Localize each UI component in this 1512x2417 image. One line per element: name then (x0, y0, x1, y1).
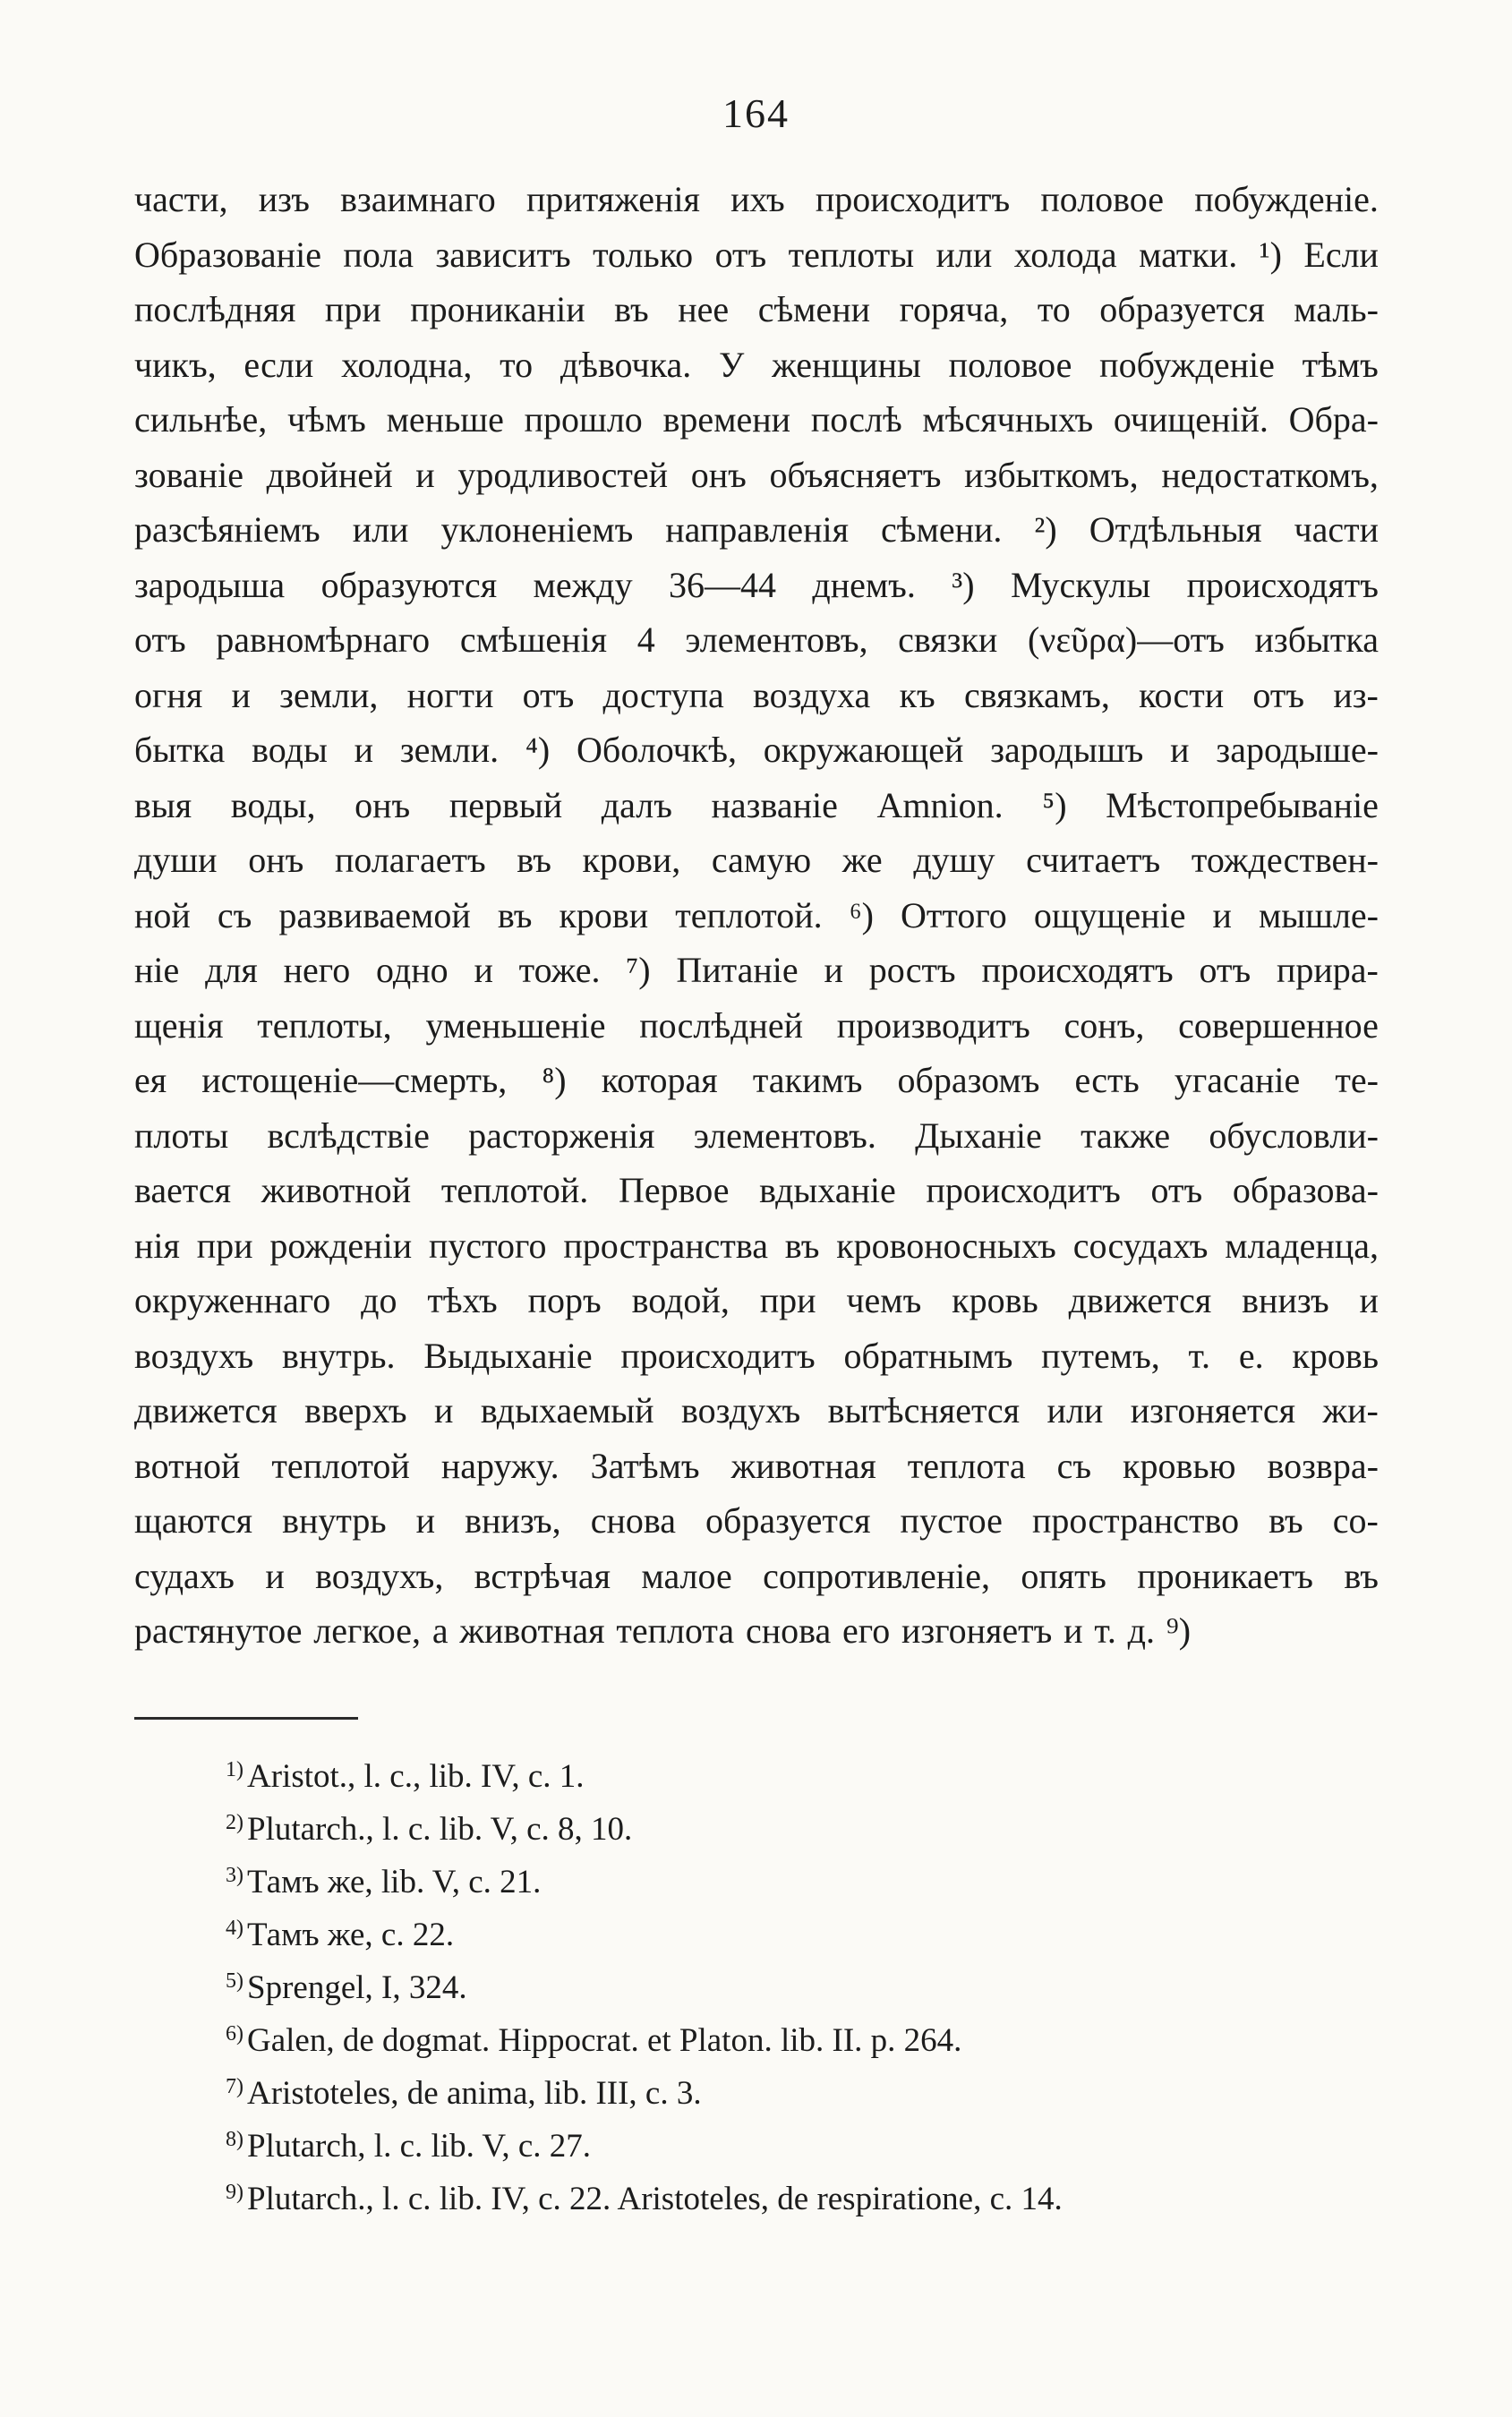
text-line: ея истощеніе—смерть, ⁸) которая такимъ образомъ есть угасаніе те- (134, 1060, 1379, 1100)
text-line: растянутое легкое, а животная теплота снова его изгоняетъ и т. д. ⁹) (134, 1610, 1192, 1651)
text-line: ніе для него одно и тоже. ⁷) Питаніе и ростъ происходятъ отъ прира- (134, 950, 1379, 990)
text-line: сильнѣе, чѣмъ меньше прошло времени послѣ мѣсячныхъ очищеній. Обра- (134, 399, 1379, 440)
text-line: окруженнаго до тѣхъ поръ водой, при чемъ кровь движется внизъ и (134, 1280, 1379, 1320)
text-line: разсѣяніемъ или уклоненіемъ направленія сѣмени. ²) Отдѣльныя части (134, 509, 1379, 550)
text-line: щаются внутрь и внизъ, снова образуется пустое пространство въ со- (134, 1500, 1379, 1541)
footnotes (226, 1744, 1389, 2219)
footnote-number: 2) (226, 1811, 243, 1834)
footnote-number: 8) (226, 2128, 243, 2151)
footnote-text: Тамъ же, c. 22. (247, 1917, 455, 1953)
text-line: зародыша образуются между 36—44 днемъ. ³) Мускулы происходятъ (134, 564, 1379, 605)
footnote-text: Plutarch., l. c. lib. IV, c. 22. Aristoteles, de respiratione, c. 14. (247, 2181, 1063, 2217)
text-line: зованіе двойней и уродливостей онъ объясняетъ избыткомъ, недостаткомъ, (134, 454, 1379, 495)
text-line: ной съ развиваемой въ крови теплотой. ⁶) Оттого ощущеніе и мышле- (134, 894, 1379, 935)
text-line: воздухъ внутрь. Выдыханіе происходитъ обратнымъ путемъ, т. е. кровь (134, 1335, 1379, 1376)
text-line: нія при рожденіи пустого пространства въ кровоносныхъ сосудахъ младенца, (134, 1225, 1379, 1266)
text-line: Образованіе пола зависитъ только отъ теплоты или холода матки. ¹) Если (134, 234, 1379, 275)
footnote-text: Sprengel, I, 324. (247, 1969, 467, 2006)
text-line: плоты вслѣдствіе расторженія элементовъ. Дыханіе также обусловли- (134, 1115, 1379, 1156)
footnote (226, 2166, 1389, 2219)
text-line: чикъ, если холодна, то дѣвочка. У женщины половое побужденіе тѣмъ (134, 344, 1379, 385)
footnote-number: 7) (226, 2075, 243, 2098)
footnote-text: Plutarch, l. c. lib. V, c. 27. (247, 2128, 592, 2165)
footnote (226, 1849, 1389, 1902)
footnote (226, 2061, 1389, 2114)
footnote-text: Aristot., l. c., lib. IV, c. 1. (247, 1758, 585, 1795)
text-line: движется вверхъ и вдыхаемый воздухъ вытѣсняется или изгоняется жи- (134, 1390, 1379, 1431)
footnote-text: Тамъ же, lib. V, c. 21. (247, 1864, 542, 1900)
footnote-number: 9) (226, 2181, 243, 2204)
text-line: вотной теплотой наружу. Затѣмъ животная теплота съ кровью возвра- (134, 1445, 1379, 1486)
text-line: души онъ полагаетъ въ крови, самую же душу считаетъ тождествен- (134, 840, 1379, 880)
footnote (226, 1744, 1389, 1797)
footnote-number: 3) (226, 1864, 243, 1887)
text-line: щенія теплоты, уменьшеніе послѣдней производитъ сонъ, совершенное (134, 1004, 1379, 1046)
text-line: послѣдняя при проникaніи въ нее сѣмени горяча, то образуется маль- (134, 289, 1379, 329)
footnote-text: Galen, de dogmat. Hippocrat. et Platon. lib. II. p. 264. (247, 2022, 962, 2059)
footnote-number: 6) (226, 2022, 243, 2045)
page-number: 164 (722, 90, 790, 136)
text-line: огня и земли, ногти отъ доступа воздуха къ связкамъ, кости отъ из- (134, 674, 1379, 715)
footnote (226, 1797, 1389, 1849)
text-line: части, изъ взаимнаго притяженія ихъ происходитъ половое побужденіе. (134, 179, 1379, 219)
text-line: бытка воды и земли. ⁴) Оболочкѣ, окружающей зародышъ и зародыше- (134, 730, 1379, 770)
text-line: отъ равномѣрнаго смѣшенія 4 элементовъ, связки (νεῦρα)—отъ избытка (134, 619, 1379, 660)
footnote-number: 1) (226, 1758, 243, 1781)
footnote-text: Plutarch., l. c. lib. V, c. 8, 10. (247, 1811, 633, 1848)
text-line: вается животной теплотой. Первое вдыханіе происходитъ отъ образова- (134, 1170, 1379, 1210)
text-line: судахъ и воздухъ, встрѣчая малое сопротивленіе, опять проникаетъ въ (134, 1555, 1379, 1596)
footnote (226, 2114, 1389, 2166)
footnote (226, 1955, 1389, 2008)
text-line: выя воды, онъ первый далъ названіе Amnion. ⁵) Мѣстопребываніе (134, 784, 1379, 825)
footnote-text: Aristoteles, de anima, lib. III, c. 3. (247, 2075, 702, 2112)
footnote-divider (134, 1717, 358, 1720)
footnote (226, 1902, 1389, 1955)
footnote-number: 5) (226, 1969, 243, 1993)
footnote-number: 4) (226, 1917, 243, 1940)
body-text (134, 172, 1379, 1659)
footnote (226, 2008, 1389, 2061)
